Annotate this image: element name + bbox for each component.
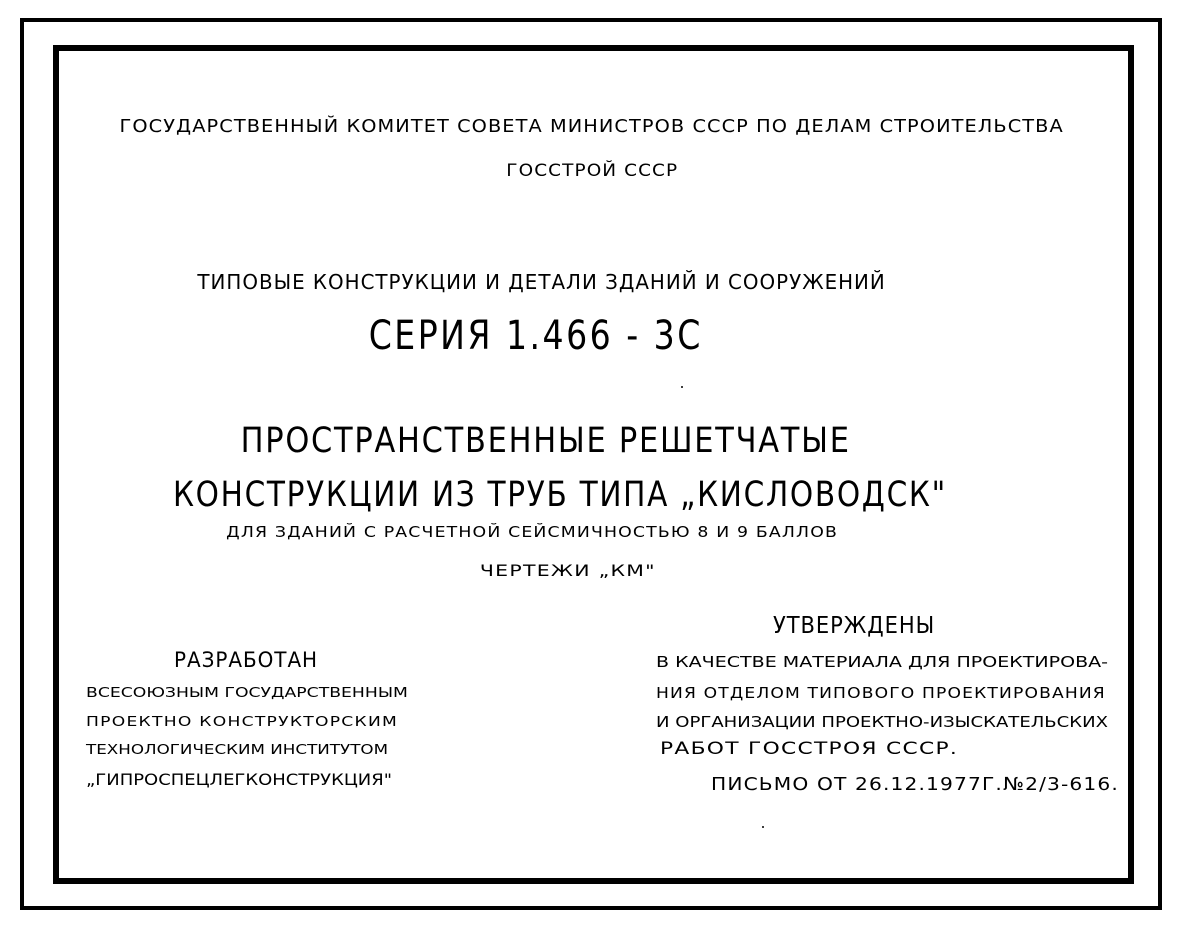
developer-line-1: ВСЕСОЮЗНЫМ ГОСУДАРСТВЕННЫМ (86, 685, 408, 701)
committee-heading: ГОСУДАРСТВЕННЫЙ КОМИТЕТ СОВЕТА МИНИСТРОВ СССР ПО ДЕЛАМ СТРОИТЕЛЬСТВА (119, 116, 1065, 137)
approval-line-1: В КАЧЕСТВЕ МАТЕРИАЛА ДЛЯ ПРОЕКТИРОВА- (656, 653, 1109, 671)
title-line-1: ПРОСТРАНСТВЕННЫЕ РЕШЕТЧАТЫЕ (240, 421, 852, 461)
drawings-label: ЧЕРТЕЖИ „КМ" (479, 561, 657, 580)
speck-mark (762, 826, 764, 828)
series-number: СЕРИЯ 1.466 - 3С (368, 313, 704, 359)
approval-line-5: ПИСЬМО ОТ 26.12.1977Г.№2/3-616. (711, 774, 1119, 795)
title-line-2: КОНСТРУКЦИИ ИЗ ТРУБ ТИПА „КИСЛОВОДСК" (173, 475, 947, 515)
approval-line-4: РАБОТ ГОССТРОЯ СССР. (660, 739, 959, 759)
gosstroy-heading: ГОССТРОЙ СССР (506, 161, 678, 181)
approval-line-3: И ОРГАНИЗАЦИИ ПРОЕКТНО-ИЗЫСКАТЕЛЬСКИХ (656, 713, 1108, 731)
developer-line-3: ТЕХНОЛОГИЧЕСКИМ ИНСТИТУТОМ (86, 742, 389, 758)
developer-line-4: „ГИПРОСПЕЦЛЕГКОНСТРУКЦИЯ" (86, 770, 392, 789)
approval-line-2: НИЯ ОТДЕЛОМ ТИПОВОГО ПРОЕКТИРОВАНИЯ (656, 684, 1106, 702)
developed-label: РАЗРАБОТАН (174, 648, 319, 672)
approved-label: УТВЕРЖДЕНЫ (773, 613, 936, 639)
seismic-subtitle: ДЛЯ ЗДАНИЙ С РАСЧЕТНОЙ СЕЙСМИЧНОСТЬЮ 8 И 9 БАЛЛОВ (226, 523, 838, 541)
developer-line-2: ПРОЕКТНО КОНСТРУКТОРСКИМ (86, 714, 399, 730)
speck-mark (681, 386, 683, 388)
typical-structures-heading: ТИПОВЫЕ КОНСТРУКЦИИ И ДЕТАЛИ ЗДАНИЙ И СООРУЖЕНИЙ (197, 270, 887, 294)
